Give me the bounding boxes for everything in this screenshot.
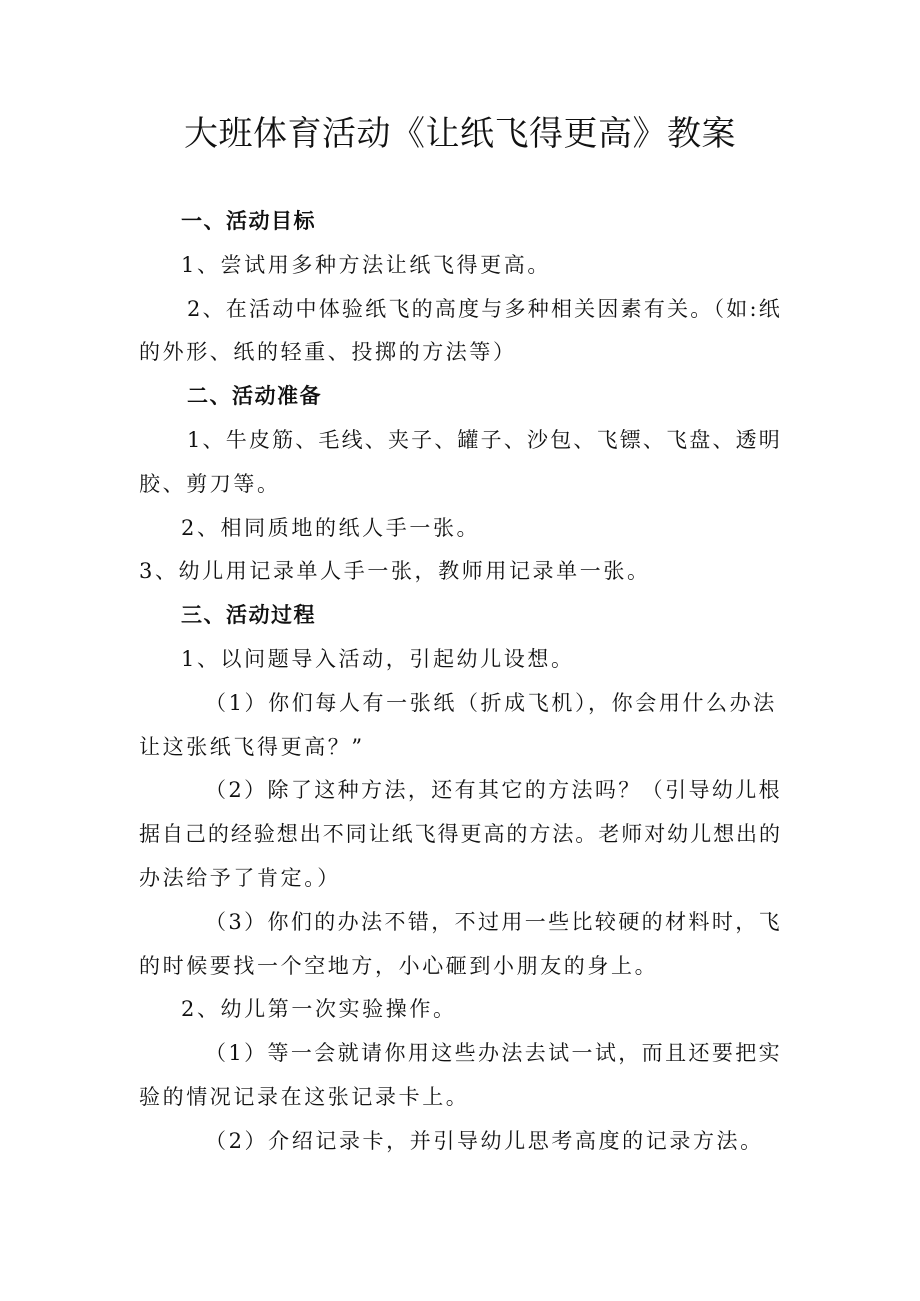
paragraph-line: 的时候要找一个空地方，小心砸到小朋友的身上。 bbox=[139, 953, 659, 978]
paragraph-line: 3、幼儿用记录单人手一张，教师用记录单一张。 bbox=[139, 559, 651, 584]
section-heading-process: 三、活动过程 bbox=[181, 603, 316, 628]
paragraph-line: 2、相同质地的纸人手一张。 bbox=[181, 515, 481, 540]
paragraph-line: （1）等一会就请你用这些办法去试一试，而且还要把实 bbox=[205, 1041, 782, 1066]
section-heading-goals: 一、活动目标 bbox=[181, 209, 316, 233]
paragraph-line: （2）除了这种方法，还有其它的方法吗？（引导幼儿根 bbox=[205, 778, 782, 803]
paragraph-line: 验的情况记录在这张记录卡上。 bbox=[139, 1084, 470, 1109]
document-body bbox=[139, 200, 782, 1164]
paragraph-line: 据自己的经验想出不同让纸飞得更高的方法。老师对幼儿想出的 bbox=[139, 822, 782, 847]
paragraph-line: 1、尝试用多种方法让纸飞得更高。 bbox=[181, 252, 551, 277]
paragraph-line: 的外形、纸的轻重、投掷的方法等） bbox=[139, 340, 517, 365]
paragraph-line: 2、幼儿第一次实验操作。 bbox=[181, 997, 457, 1022]
paragraph-line: （2）介绍记录卡，并引导幼儿思考高度的记录方法。 bbox=[205, 1128, 764, 1153]
section-heading-preparation: 二、活动准备 bbox=[187, 384, 322, 409]
paragraph-line: 胶、剪刀等。 bbox=[139, 471, 281, 496]
document-title: 大班体育活动《让纸飞得更高》教案 bbox=[184, 114, 736, 154]
paragraph-line: 让这张纸飞得更高？” bbox=[139, 734, 365, 759]
paragraph-line: 1、以问题导入活动，引起幼儿设想。 bbox=[181, 646, 575, 671]
paragraph-line: 1、牛皮筋、毛线、夹子、罐子、沙包、飞镖、飞盘、透明 bbox=[187, 427, 782, 452]
paragraph-line: 2、在活动中体验纸飞的高度与多种相关因素有关。（如:纸 bbox=[187, 296, 782, 321]
paragraph-line: 办法给予了肯定。） bbox=[139, 865, 341, 890]
paragraph-line: （3）你们的办法不错，不过用一些比较硬的材料时，飞 bbox=[205, 909, 782, 934]
paragraph-line: （1）你们每人有一张纸（折成飞机），你会用什么办法 bbox=[205, 690, 777, 715]
